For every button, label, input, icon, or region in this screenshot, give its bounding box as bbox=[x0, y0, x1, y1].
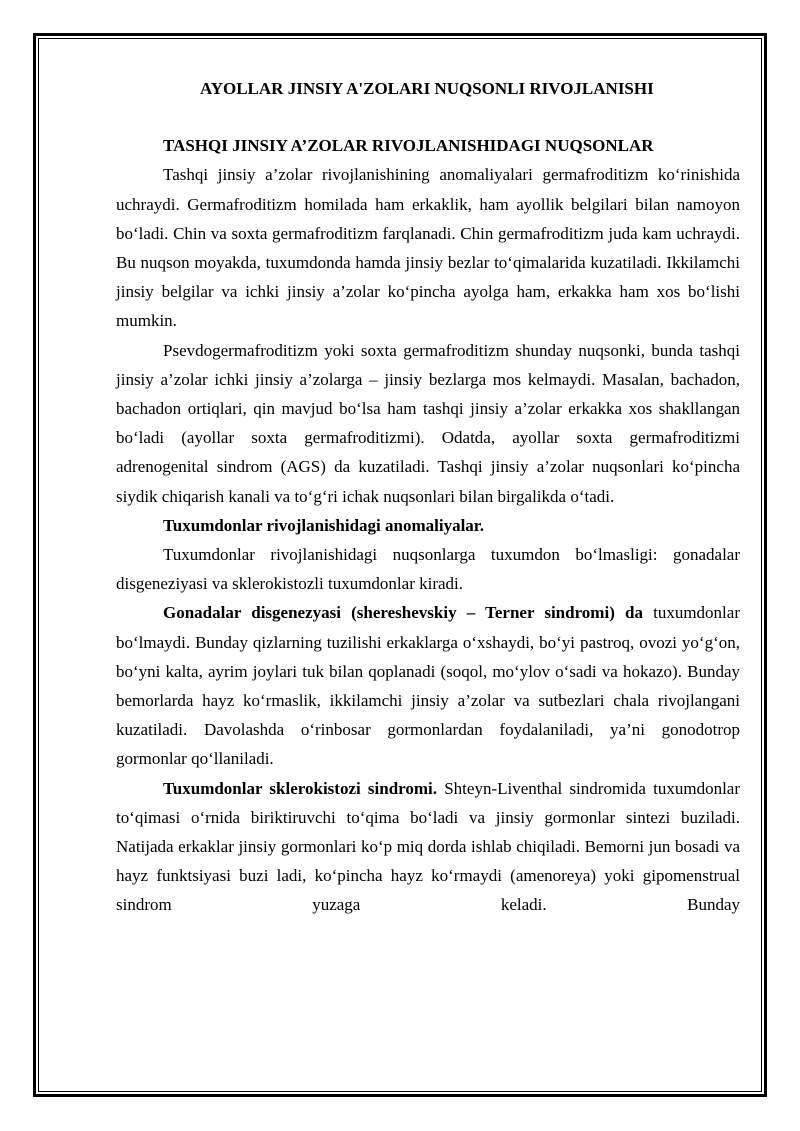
document-body bbox=[116, 74, 740, 920]
paragraph-1: Tashqi jinsiy a’zolar rivojlanishining anomaliyalari germafroditizm ko‘rinishida uchraydi. Germafroditizm homilada ham erkaklik, ham ayollik belgilari bilan namoyon bo‘ladi. Chin va soxta germafroditizm farqlanadi. Chin germafroditizm juda kam uchraydi. Bu nuqson moyakda, tuxumdonda hamda jinsiy bezlar to‘qimalarida kuzatiladi. Ikkilamchi jinsiy belgilar va ichki jinsiy a’zolar ko‘pincha ayolga ham, erkakka ham xos bo‘lishi mumkin. bbox=[116, 165, 740, 331]
section-heading-external: TASHQI JINSIY A’ZOLAR RIVOJLANISHIDAGI NUQSONLAR bbox=[163, 136, 654, 156]
paragraph-5-bold: Tuxumdonlar sklerokistozi sindromi. bbox=[163, 778, 438, 798]
paragraph-2: Psevdogermafroditizm yoki soxta germafroditizm shunday nuqsonki, bunda tashqi jinsiy a’zolar ichki jinsiy a’zolarga – jinsiy bezlarga mos kelmaydi. Masalan, bachadon, bachadon ortiqlari, qin mavjud bo‘lsa ham tashqi jinsiy a’zolar erkakka xos shakllangan bo‘ladi (ayollar soxta germafroditizmi). Odatda, ayollar soxta germafroditizmi adrenogenital sindrom (AGS) da kuzatiladi. Tashqi jinsiy a’zolar nuqsonlari ko‘pincha siydik chiqarish kanali va to‘g‘ri ichak nuqsonlari bilan birgalikda o‘tadi. bbox=[116, 340, 740, 506]
paragraph-4-bold: Gonadalar disgenezyasi (shereshevskiy – Terner sindromi) da bbox=[163, 603, 643, 623]
paragraph-5-text: Shteyn-Liventhal sindromida tuxumdonlar to‘qimasi o‘rnida biriktiruvchi to‘qima bo‘ladi va jinsiy gormonlar sintezi buziladi. Natijada erkaklar jinsiy gormonlari ko‘p miq dorda ishlab chiqiladi. Bemorni jun bosadi va hayz funktsiyasi buzi ladi, ko‘pincha hayz ko‘rmaydi (amenoreya) yoki gipomenstrual sindrom yuzaga keladi. Bunday bbox=[116, 778, 740, 915]
paragraph-5 bbox=[116, 774, 740, 920]
paragraph-4 bbox=[116, 598, 740, 773]
paragraph-4-text: tuxumdonlar bo‘lmaydi. Bunday qizlarning tuzilishi erkaklarga o‘xshaydi, bo‘yi pastroq, ovozi yo‘g‘on, bo‘yni kalta, ayrim joylari tuk bilan qoplanadi (soqol, mo‘ylov o‘sadi va hokazo). Bunday bemorlarda hayz ko‘rmaslik, ikkilamchi jinsiy a’zolar va sutbezlari chala rivojlangani kuzatiladi. Davolashda o‘rinbosar gormonlardan foydalaniladi, ya’ni gonodotrop gormonlar qo‘llaniladi. bbox=[116, 603, 740, 769]
paragraph-3: Tuxumdonlar rivojlanishidagi nuqsonlarga tuxumdon bo‘lmasligi: gonadalar disgeneziyasi va sklerokistozli tuxumdonlar kiradi. bbox=[116, 545, 740, 594]
document-title: AYOLLAR JINSIY A'ZOLARI NUQSONLI RIVOJLANISHI bbox=[200, 79, 654, 98]
section-heading-ovaries: Tuxumdonlar rivojlanishidagi anomaliyalar. bbox=[163, 515, 485, 535]
